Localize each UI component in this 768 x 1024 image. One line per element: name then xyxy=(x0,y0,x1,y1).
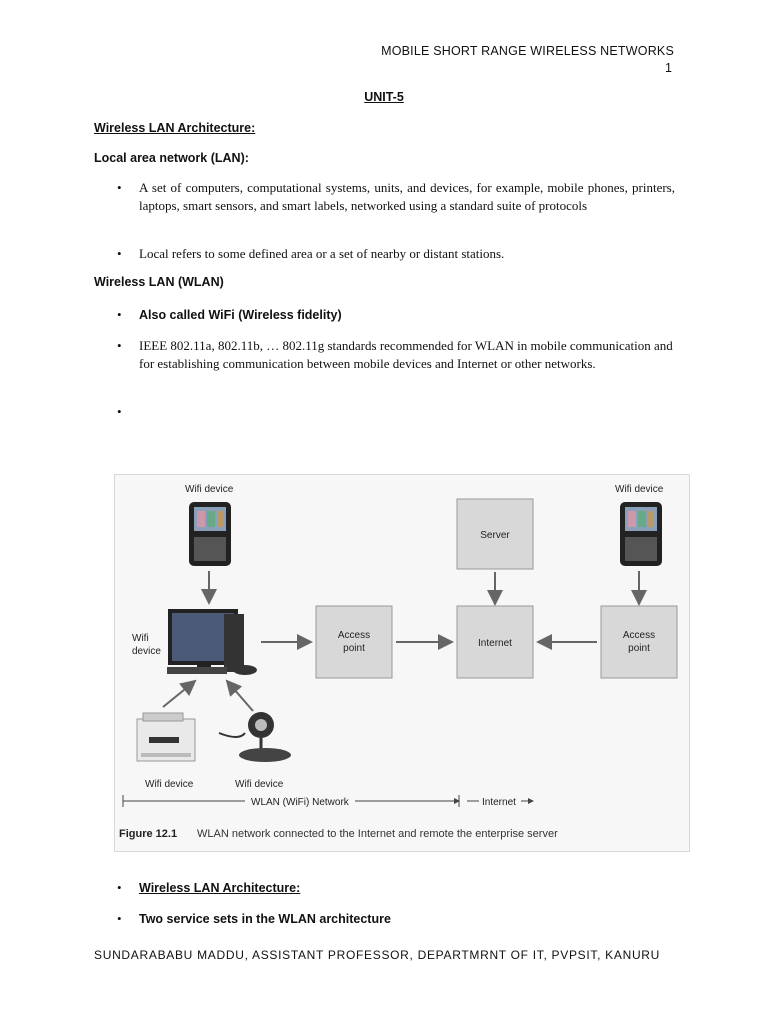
wifi-alias: Also called WiFi (Wireless fidelity) xyxy=(139,308,342,322)
label-wifi-device-webcam: Wifi device xyxy=(235,779,284,790)
bullet-marker: • xyxy=(117,180,122,195)
label-wifi-device-printer: Wifi device xyxy=(145,779,194,790)
webcam-icon xyxy=(219,712,291,762)
bullet-marker: • xyxy=(117,246,122,261)
wlan-architecture-bullet: Wireless LAN Architecture: xyxy=(139,881,301,895)
local-definition: Local refers to some defined area or a set of nearby or distant stations. xyxy=(139,246,505,261)
label-internet: Internet xyxy=(478,638,512,649)
label-access-point-left: Access point xyxy=(337,630,371,654)
access-point-right-box xyxy=(601,606,677,678)
bullet-marker: • xyxy=(117,307,122,322)
figure-caption: WLAN network connected to the Internet and remote the enterprise server xyxy=(197,828,558,840)
label-access-point-right: Access point xyxy=(622,630,656,654)
mobile-phone-icon xyxy=(620,502,662,566)
page-number: 1 xyxy=(665,61,672,75)
lan-definition: A set of computers, computational systems, units, and devices, for example, mobile phones, printers, laptops, smart sensors, and smart labels, networked using a standard suite of protocols xyxy=(139,180,675,213)
footer-author: SUNDARABABU MADDU, ASSISTANT PROFESSOR, DEPARTMRNT OF IT, PVPSIT, KANURU xyxy=(94,948,661,962)
label-wifi-device-top-left: Wifi device xyxy=(185,484,234,495)
ieee-standards: IEEE 802.11a, 802.11b, … 802.11g standards recommended for WLAN in mobile communication and for establishing communication between mobile devices and Internet or other networks. xyxy=(139,338,673,371)
desktop-computer-icon xyxy=(167,609,257,675)
figure-number: Figure 12.1 xyxy=(119,828,178,840)
running-header: MOBILE SHORT RANGE WIRELESS NETWORKS xyxy=(381,44,674,58)
bullet-marker: • xyxy=(117,338,122,353)
label-wlan-network: WLAN (WiFi) Network xyxy=(251,797,349,808)
unit-title: UNIT-5 xyxy=(364,90,404,104)
section-heading-wlan: Wireless LAN (WLAN) xyxy=(94,275,224,289)
access-point-left-box xyxy=(316,606,392,678)
wlan-figure xyxy=(114,474,690,852)
bullet-marker: • xyxy=(117,880,122,895)
label-internet-span: Internet xyxy=(482,797,516,808)
label-wifi-device-pc: Wifi device xyxy=(132,633,161,657)
label-server: Server xyxy=(480,530,510,541)
section-heading-wlan-architecture: Wireless LAN Architecture: xyxy=(94,121,256,135)
printer-icon xyxy=(137,713,195,761)
label-wifi-device-top-right: Wifi device xyxy=(615,484,664,495)
subheading-lan: Local area network (LAN): xyxy=(94,151,249,165)
bullet-marker: • xyxy=(117,404,122,419)
service-sets-bullet: Two service sets in the WLAN architecture xyxy=(139,912,391,926)
mobile-phone-icon xyxy=(189,502,231,566)
bullet-marker: • xyxy=(117,911,122,926)
